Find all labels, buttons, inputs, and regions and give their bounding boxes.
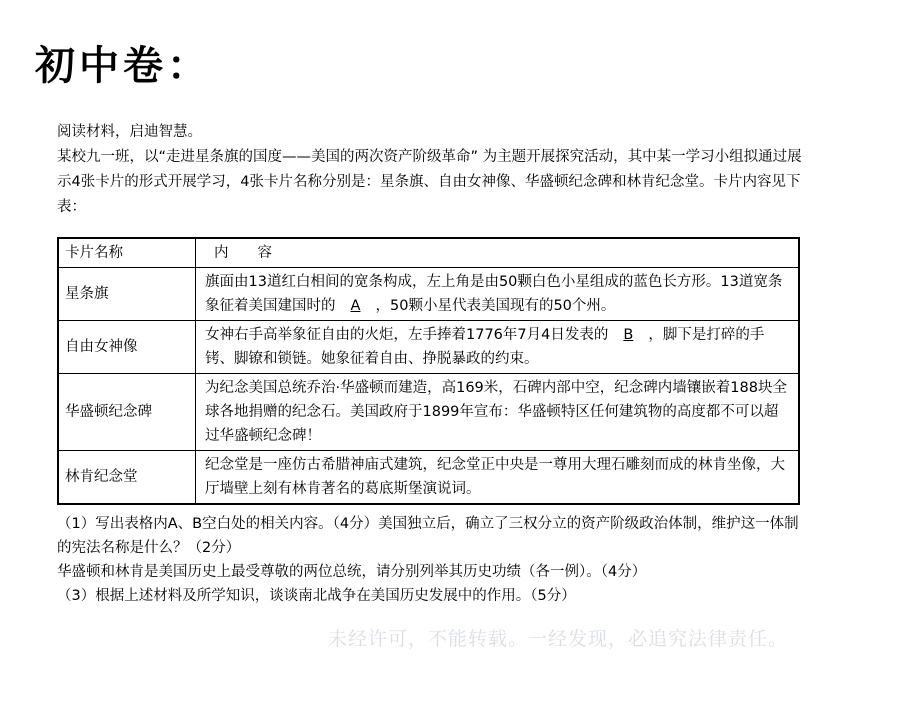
question-1: （1）写出表格内A、B空白处的相关内容。（4分）美国独立后，确立了三权分立的资产阶级政治体制，维护这一体制的宪法名称是什么？（2分） <box>57 516 799 556</box>
card-content-monument: 为纪念美国总统乔治·华盛顿而建造，高169米，石碑内部中空，纪念碑内墙镶嵌着188块全球各地捐赠的纪念石。美国政府于1899年宣布：华盛顿特区任何建筑物的高度都不可以超过华盛顿纪念碑！ <box>196 374 800 451</box>
card-content-flag <box>196 268 800 321</box>
table-row <box>58 321 799 374</box>
card-name-monument: 华盛顿纪念碑 <box>58 374 196 451</box>
watermark: 未经许可，不能转载。一经发现，必追究法律责任。 <box>328 628 789 650</box>
card-content-memorial: 纪念堂是一座仿古希腊神庙式建筑，纪念堂正中央是一尊用大理石雕刻而成的林肯坐像，大厅墙壁上刻有林肯著名的葛底斯堡演说词。 <box>196 451 800 505</box>
blank-a: A <box>350 298 361 314</box>
intro-text <box>57 120 802 220</box>
row-text-before: 旗面由13道红白相间的宽条构成，左上角是由50颗白色小星组成的蓝色长方形。13道宽条象征着美国建国时的 <box>205 274 783 314</box>
table-row <box>58 374 799 451</box>
table-row <box>58 268 799 321</box>
intro-line-2: 某校九一班，以“走进星条旗的国度——美国的两次资产阶级革命” 为主题开展探究活动，其中某一学习小组拟通过展示4张卡片的形式开展学习，4张卡片名称分别是：星条旗、自由女神像、华盛顿纪念碑和林肯纪念堂。卡片内容见下表： <box>57 149 802 215</box>
row-text-before: 女神右手高举象征自由的火炬，左手捧着1776年7月4日发表的 <box>205 327 609 343</box>
page-title: 初中卷： <box>35 43 211 89</box>
card-table <box>57 237 800 505</box>
card-name-statue: 自由女神像 <box>58 321 196 374</box>
question-2: 华盛顿和林肯是美国历史上最受尊敬的两位总统，请分别列举其历史功绩（各一例）。（4分） <box>57 564 647 580</box>
table-row <box>58 451 799 505</box>
card-name-memorial: 林肯纪念堂 <box>58 451 196 505</box>
row-text-after: ，50颗小星代表美国现有的50个州。 <box>375 298 616 314</box>
table-header-row <box>58 238 799 268</box>
blank-b: B <box>623 327 634 343</box>
intro-line-1: 阅读材料，启迪智慧。 <box>57 124 202 140</box>
row-text-after: ，脚下是打碎的手铐、脚镣和锁链。她象征着自由、挣脱暴政的约束。 <box>205 327 765 367</box>
card-name-flag: 星条旗 <box>58 268 196 321</box>
header-card-name: 卡片名称 <box>58 238 196 268</box>
questions <box>57 512 802 608</box>
card-content-statue <box>196 321 800 374</box>
header-content-label: 内 容 <box>214 245 272 261</box>
question-3: （3）根据上述材料及所学知识，谈谈南北战争在美国历史发展中的作用。（5分） <box>57 588 576 604</box>
header-content <box>196 238 800 268</box>
